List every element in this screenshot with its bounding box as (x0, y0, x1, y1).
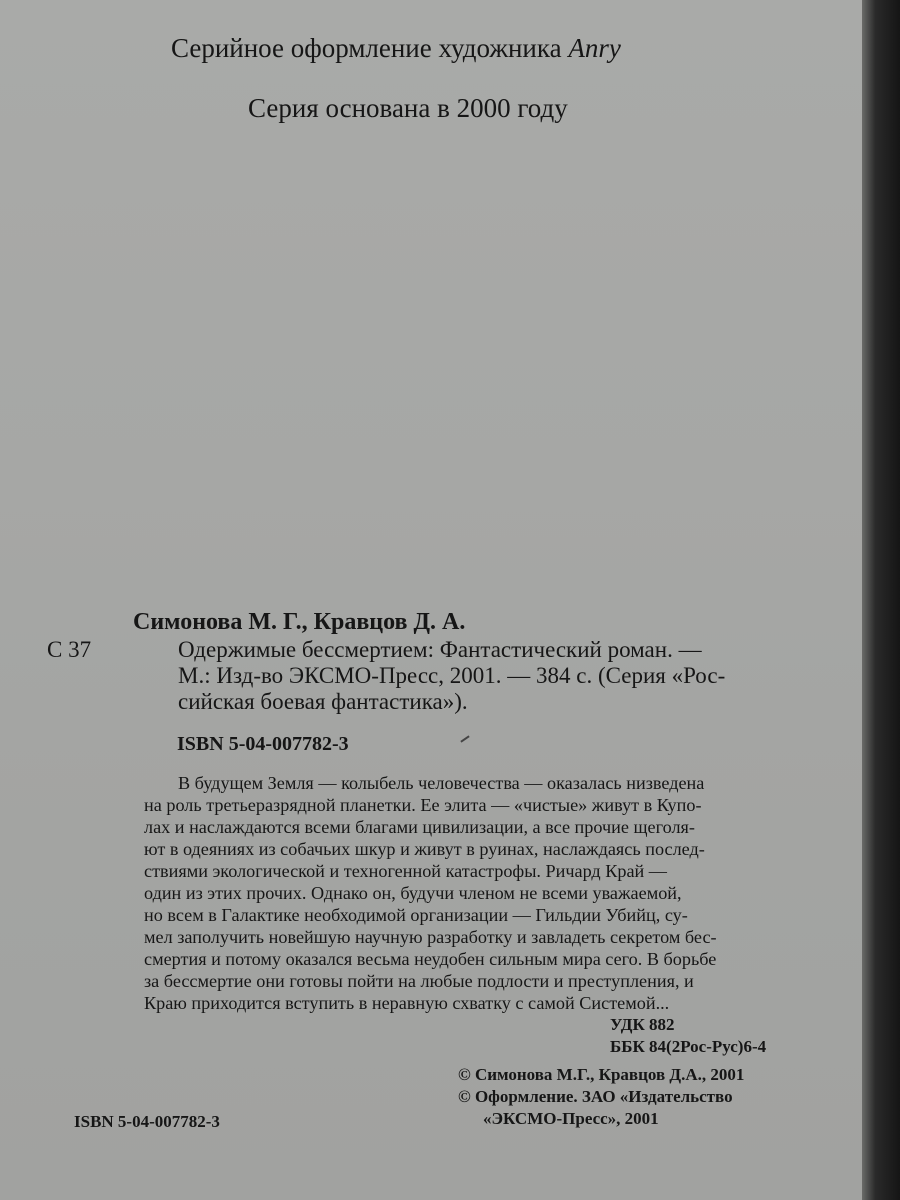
annotation-line: мел заполучить новейшую научную разработку и завладеть секретом бес- (144, 927, 717, 947)
copyright-line: «ЭКСМО-Пресс», 2001 (483, 1109, 659, 1128)
annotation-line: В будущем Земля — колыбель человечества — оказалась низведена (178, 773, 705, 793)
annotation-line: Краю приходится вступить в неравную схватку с самой Системой... (144, 993, 670, 1013)
copyright-line: © Симонова М.Г., Кравцов Д.А., 2001 (458, 1065, 745, 1084)
description-line: М.: Изд-во ЭКСМО-Пресс, 2001. — 384 с. (Серия «Рос- (178, 663, 726, 688)
series-founded-note: Серия основана в 2000 году (248, 93, 568, 123)
bibliography-isbn: ISBN 5-04-007782-3 (177, 733, 349, 755)
annotation-line: ствиями экологической и техногенной катастрофы. Ричард Край — (144, 861, 667, 881)
footer-isbn: ISBN 5-04-007782-3 (74, 1112, 220, 1131)
annotation-line: но всем в Галактике необходимой организации — Гильдии Убийц, су- (144, 905, 688, 925)
book-authors: Симонова М. Г., Кравцов Д. А. (133, 609, 466, 635)
annotation-line: на роль третьеразрядной планетки. Ее элита — «чистые» живут в Купо- (144, 795, 702, 815)
series-artist-credit (171, 33, 621, 64)
annotation-line: за бессмертие они готовы пойти на любые подлости и преступления, и (144, 971, 694, 991)
copyright-line: © Оформление. ЗАО «Издательство (458, 1087, 733, 1106)
description-line: Одержимые бессмертием: Фантастический роман. — (178, 637, 702, 662)
bbk-code: ББК 84(2Рос-Рус)6-4 (610, 1037, 767, 1056)
description-line: сийская боевая фантастика»). (178, 689, 468, 714)
annotation-line: лах и наслаждаются всеми благами цивилизации, а все прочие щеголя- (144, 817, 695, 837)
annotation-line: один из этих прочих. Однако он, будучи членом не всеми уважаемой, (144, 883, 682, 903)
series-artist-label: Серийное оформление художника (171, 33, 569, 63)
annotation-line: ют в одеяниях из собачьих шкур и живут в руинах, наслаждаясь послед- (144, 839, 705, 859)
author-sign-code: С 37 (47, 637, 92, 662)
annotation-line: смертия и потому оказался весьма неудобен сильным мира сего. В борьбе (144, 949, 717, 969)
pen-mark (460, 735, 469, 742)
series-artist-name: Anry (568, 33, 621, 63)
udk-code: УДК 882 (610, 1015, 675, 1034)
book-spine-shadow (862, 0, 900, 1200)
